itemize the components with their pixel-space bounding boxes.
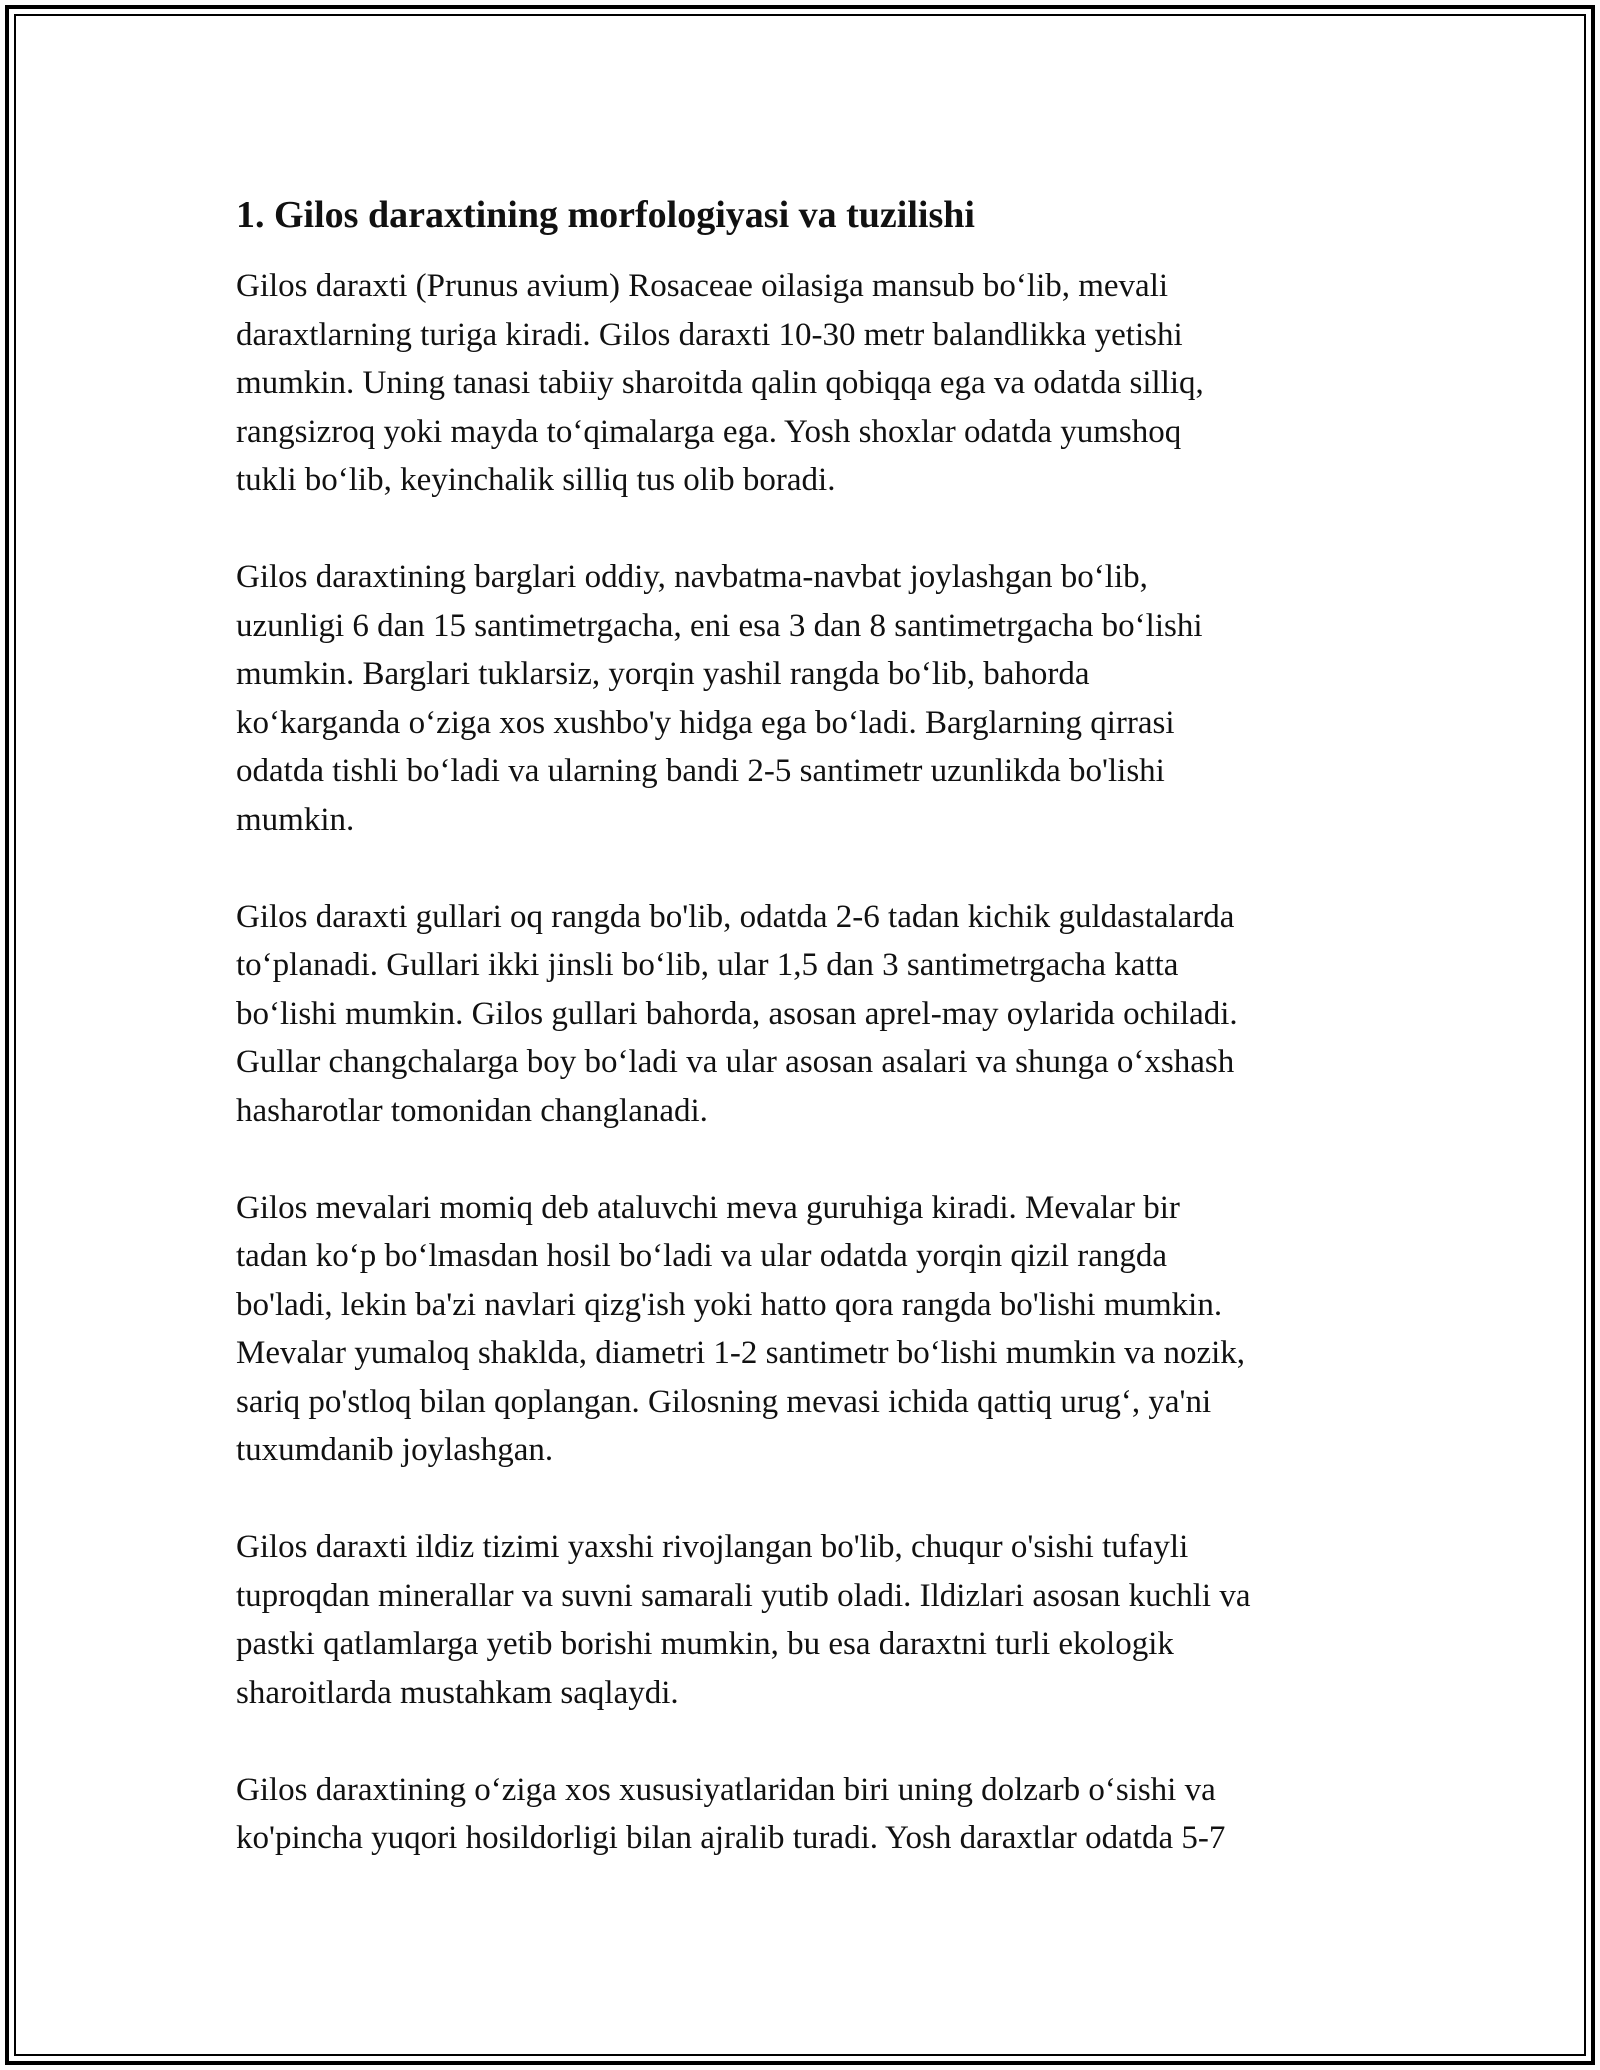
document-heading: 1. Gilos daraxtining morfologiyasi va tuzilishi: [236, 194, 975, 236]
paragraph-flowers: Gilos daraxti gullari oq rangda bo'lib, odatda 2-6 tadan kichik guldastalarda to‘planadi. Gullari ikki jinsli bo‘lib, ular 1,5 dan 3 santimetrgacha katta bo‘lishi mumkin. Gilos gullari bahorda, asosan aprel-may oylarida ochiladi. Gullar changchalarga boy bo‘ladi va ular asosan asalari va shunga o‘xshash hasharotlar tomonidan changlanadi.: [236, 898, 1238, 1129]
paragraph-fruits: Gilos mevalari momiq deb ataluvchi meva guruhiga kiradi. Mevalar bir tadan ko‘p bo‘lmasdan hosil bo‘ladi va ular odatda yorqin qizil rangda bo'ladi, lekin ba'zi navlari qizg'ish yoki hatto qora rangda bo'lishi mumkin. Mevalar yumaloq shaklda, diametri 1-2 santimetr bo‘lishi mumkin va nozik, sariq po'stloq bilan qoplangan. Gilosning mevasi ichida qattiq urug‘, ya'ni tuxumdanib joylashgan.: [236, 1189, 1246, 1468]
paragraph-leaves: Gilos daraxtining barglari oddiy, navbatma-navbat joylashgan bo‘lib, uzunligi 6 dan 15 santimetrgacha, eni esa 3 dan 8 santimetrgacha bo‘lishi mumkin. Barglari tuklarsiz, yorqin yashil rangda bo‘lib, bahorda ko‘karganda o‘ziga xos xushbo'y hidga ega bo‘ladi. Barglarning qirrasi odatda tishli bo‘ladi va ularning bandi 2-5 santimetr uzunlikda bo'lishi mumkin.: [236, 559, 1203, 838]
document-body: [236, 190, 1366, 1911]
paragraph-morphology: Gilos daraxti (Prunus avium) Rosaceae oilasiga mansub bo‘lib, mevali daraxtlarning turiga kiradi. Gilos daraxti 10-30 metr balandlikka yetishi mumkin. Uning tanasi tabiiy sharoitda qalin qobiqqa ega va odatda silliq, rangsizroq yoki mayda to‘qimalarga ega. Yosh shoxlar odatda yumshoq tukli bo‘lib, keyinchalik silliq tus olib boradi.: [236, 268, 1204, 498]
paragraph-roots: Gilos daraxti ildiz tizimi yaxshi rivojlangan bo'lib, chuqur o'sishi tufayli tuproqdan minerallar va suvni samarali yutib oladi. Ildizlari asosan kuchli va pastki qatlamlarga yetib borishi mumkin, bu esa daraxtni turli ekologik sharoitlarda mustahkam saqlaydi.: [236, 1529, 1251, 1711]
paragraph-features: Gilos daraxtining o‘ziga xos xususiyatlaridan biri uning dolzarb o‘sishi va ko'pincha yuqori hosildorligi bilan ajralib turadi. Yosh daraxtlar odatda 5-7: [236, 1771, 1226, 1856]
